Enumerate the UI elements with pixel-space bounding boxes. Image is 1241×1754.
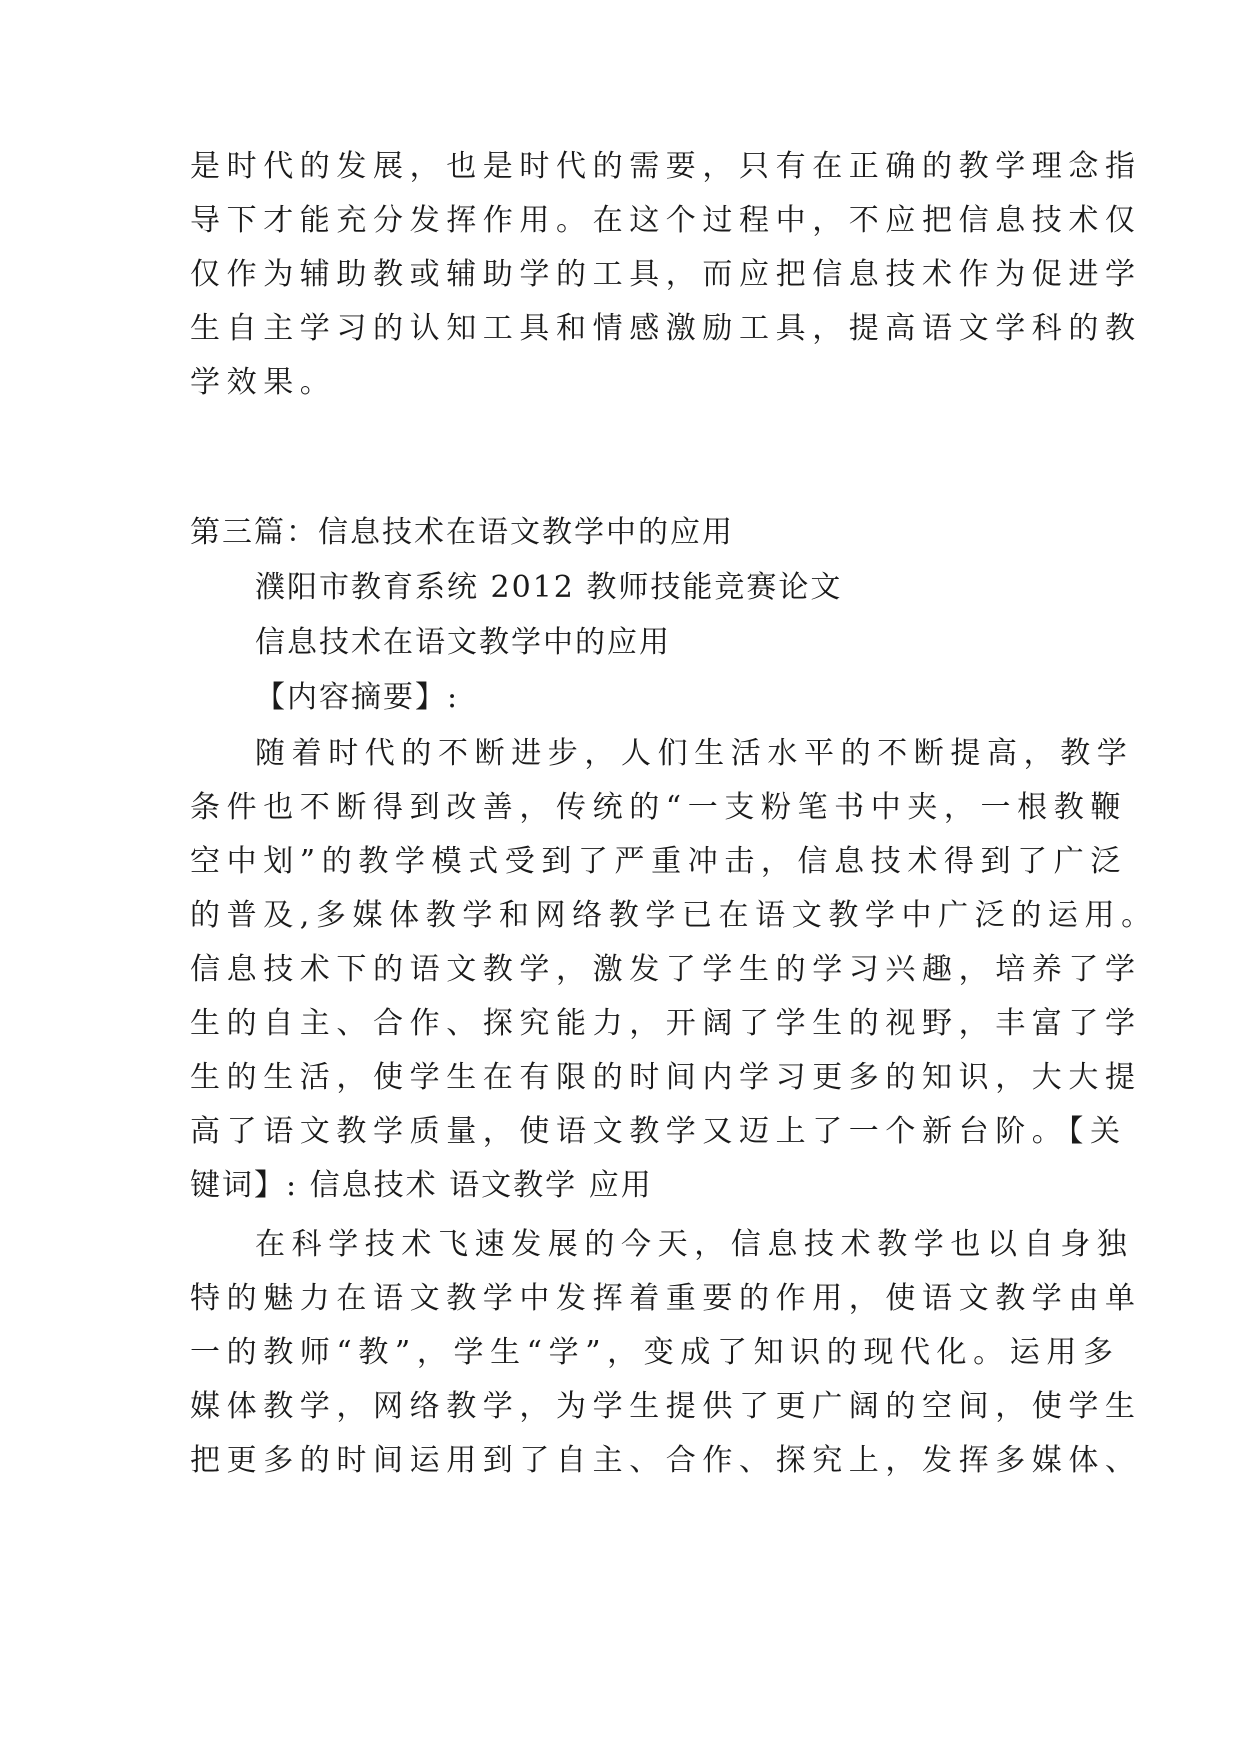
contest-line: 濮阳市教育系统 2012 教师技能竞赛论文 xyxy=(255,570,843,605)
text-line: 条件也不断得到改善，传统的“一支粉笔书中夹，一根教鞭 xyxy=(190,790,1127,825)
abstract-label: 【内容摘要】: xyxy=(255,680,460,715)
paper-title: 信息技术在语文教学中的应用 xyxy=(255,625,671,660)
text-line: 随着时代的不断进步，人们生活水平的不断提高，教学 xyxy=(255,736,1134,771)
text-line: 导下才能充分发挥作用。在这个过程中，不应把信息技术仅 xyxy=(190,203,1142,238)
text-line: 把更多的时间运用到了自主、合作、探究上，发挥多媒体、 xyxy=(190,1443,1142,1478)
text-line: 的普及,多媒体教学和网络教学已在语文教学中广泛的运用。 xyxy=(190,898,1158,933)
text-line: 生自主学习的认知工具和情感激励工具，提高语文学科的教 xyxy=(190,311,1142,346)
text-line: 是时代的发展，也是时代的需要，只有在正确的教学理念指 xyxy=(190,149,1142,184)
text-line: 一的教师“教”，学生“学”，变成了知识的现代化。运用多 xyxy=(190,1335,1120,1370)
text-line: 高了语文教学质量，使语文教学又迈上了一个新台阶。【关 xyxy=(190,1114,1127,1149)
text-line: 学效果。 xyxy=(190,365,337,400)
text-line: 生的生活，使学生在有限的时间内学习更多的知识，大大提 xyxy=(190,1060,1142,1095)
text-line: 仅作为辅助教或辅助学的工具，而应把信息技术作为促进学 xyxy=(190,257,1142,292)
text-line: 在科学技术飞速发展的今天，信息技术教学也以自身独 xyxy=(255,1227,1134,1262)
text-line: 生的自主、合作、探究能力，开阔了学生的视野，丰富了学 xyxy=(190,1006,1142,1041)
text-line: 空中划”的教学模式受到了严重冲击，信息技术得到了广泛 xyxy=(190,844,1127,879)
text-line: 信息技术下的语文教学，激发了学生的学习兴趣，培养了学 xyxy=(190,952,1142,987)
section-title: 第三篇：信息技术在语文教学中的应用 xyxy=(190,515,734,550)
keywords-line: 键词】: 信息技术 语文教学 应用 xyxy=(190,1168,653,1203)
text-line: 特的魅力在语文教学中发挥着重要的作用，使语文教学由单 xyxy=(190,1281,1142,1316)
text-line: 媒体教学，网络教学，为学生提供了更广阔的空间，使学生 xyxy=(190,1389,1142,1424)
